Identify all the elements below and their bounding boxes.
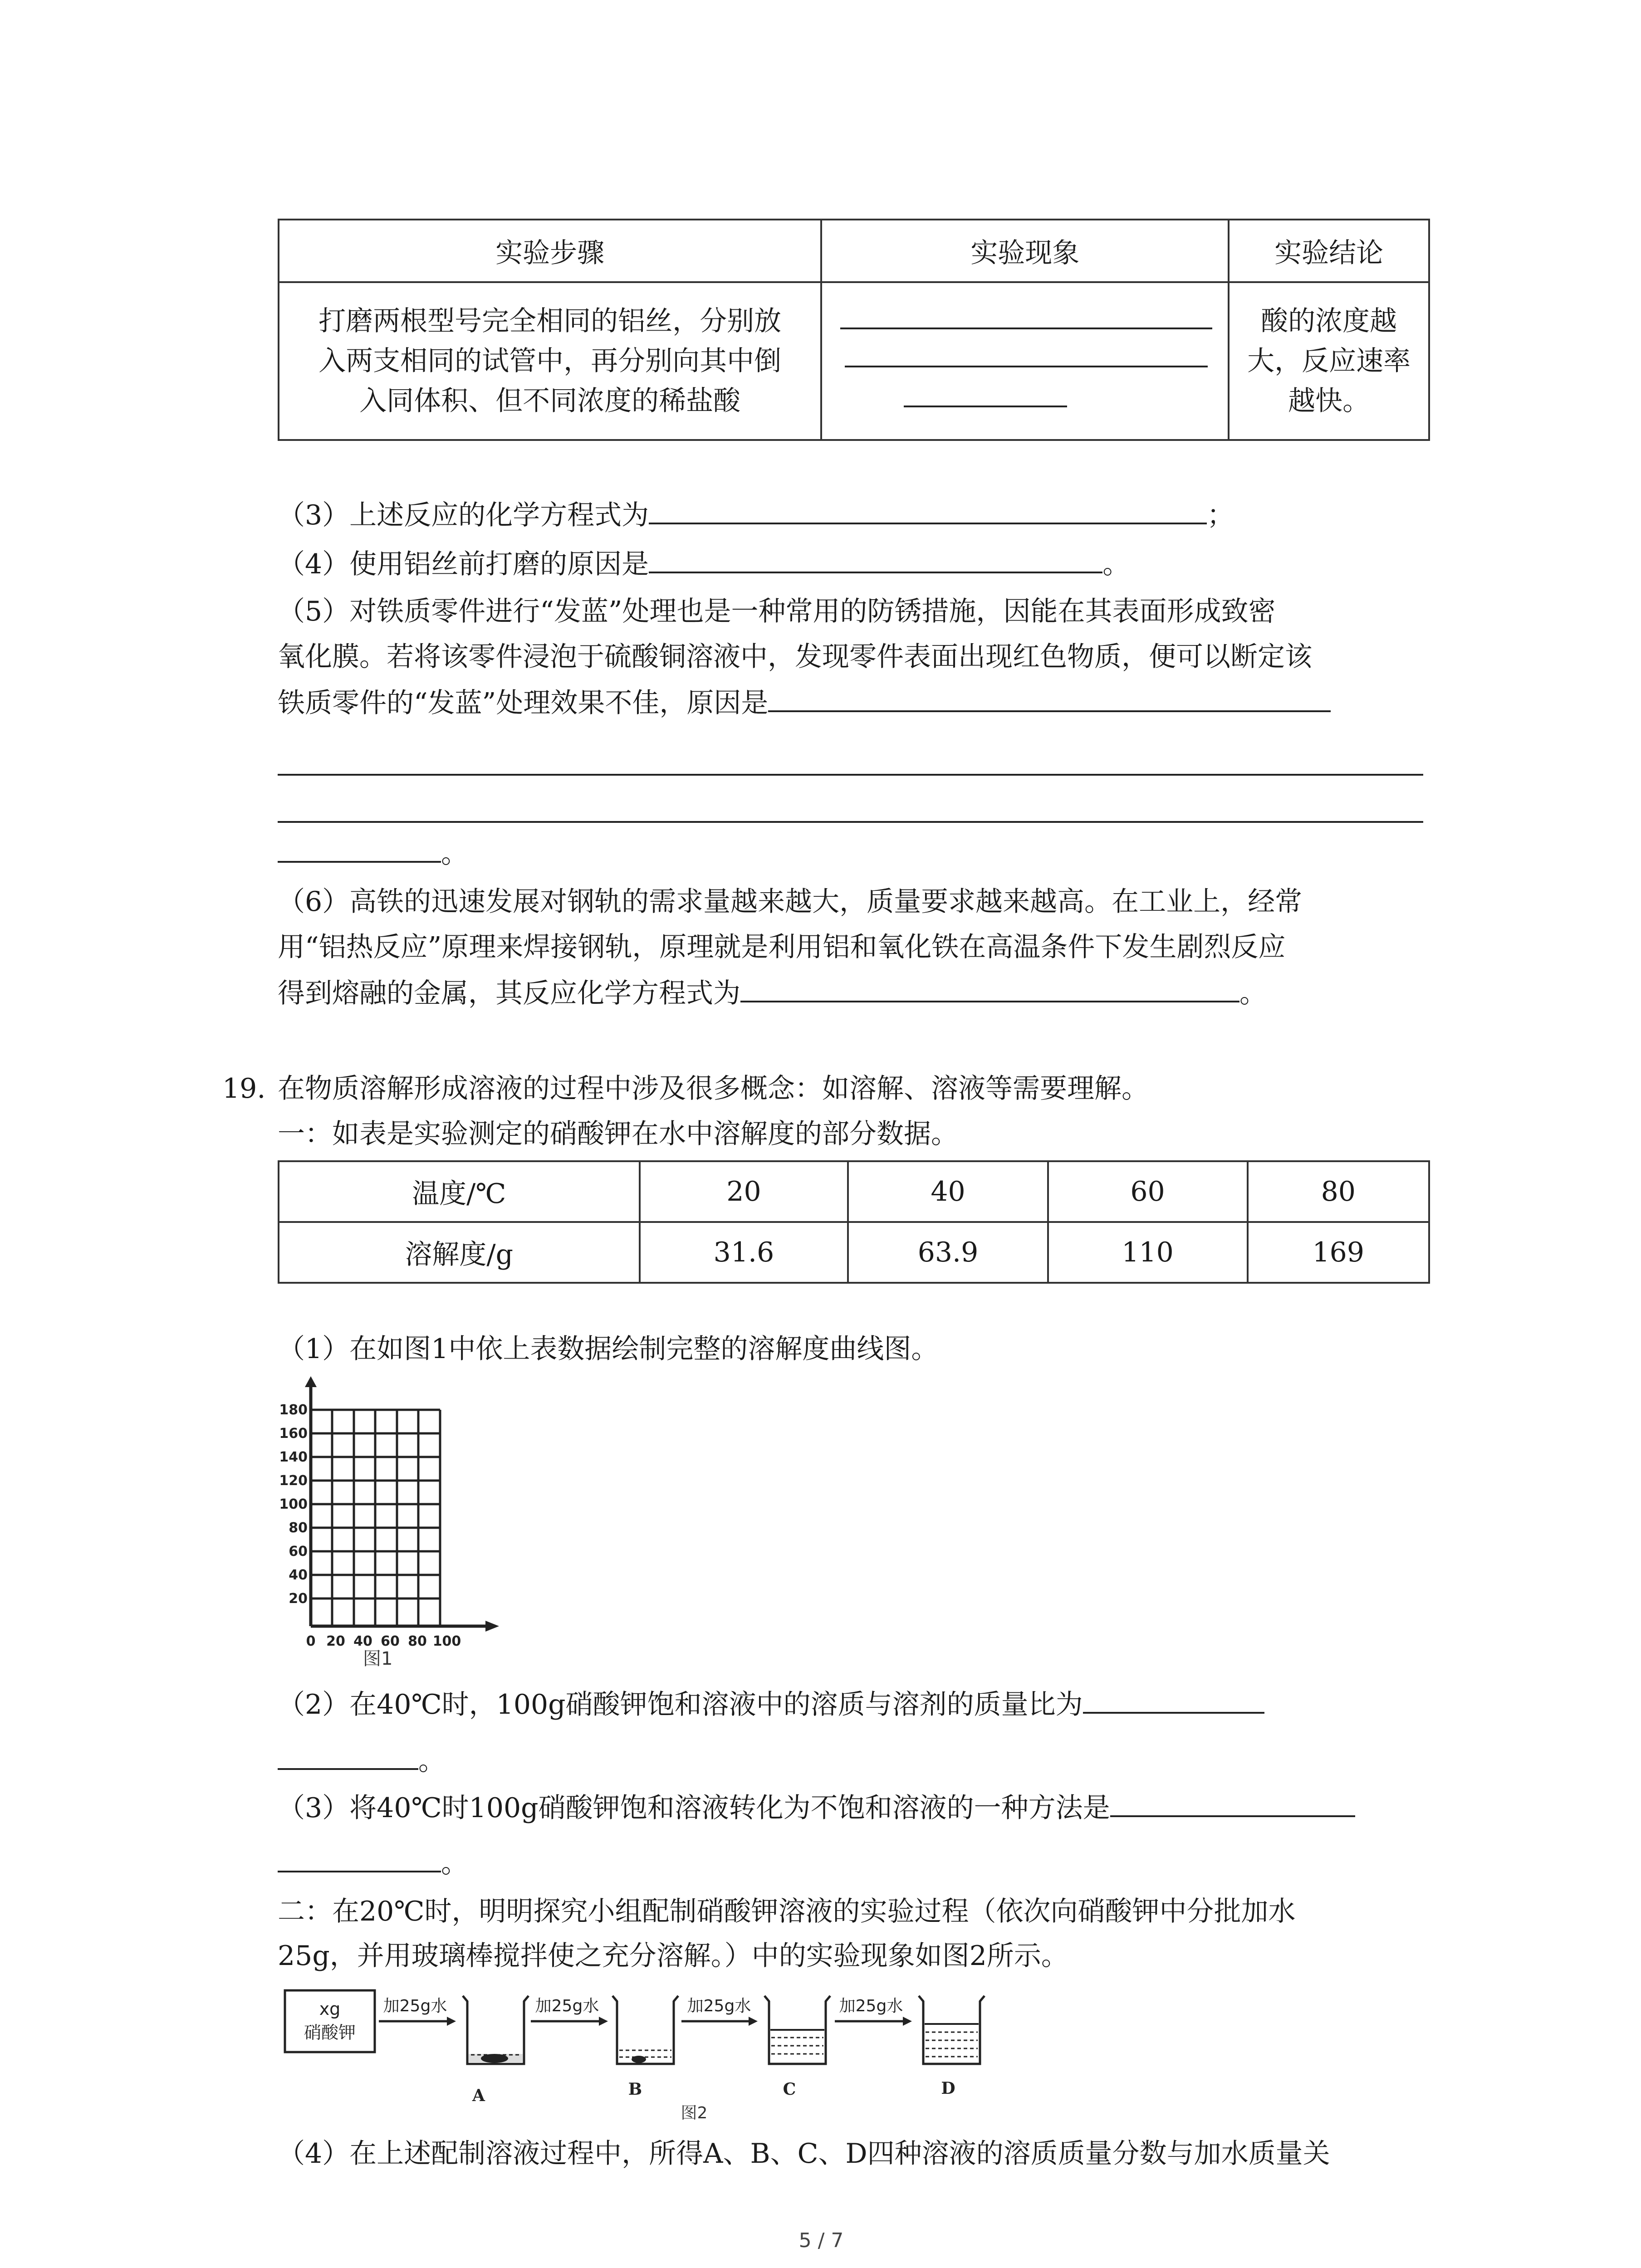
beaker-c: [764, 1996, 830, 2064]
solubility-value: 63.9: [848, 1222, 1048, 1283]
question-19-sub-3-end: 。: [278, 1842, 468, 1885]
y-tick-label: 180: [279, 1402, 308, 1418]
temperature-value: 40: [848, 1161, 1048, 1222]
x-tick-label: 80: [408, 1633, 427, 1649]
x-tick-label: 40: [353, 1633, 372, 1649]
beaker-label: D: [941, 2079, 955, 2098]
phenomenon-cell[interactable]: [821, 282, 1229, 440]
beaker-label: B: [628, 2080, 642, 2099]
question-5-line-3: 铁质零件的“发蓝”处理效果不佳，原因是: [278, 681, 1331, 725]
answer-blank-q5-end[interactable]: [278, 834, 441, 863]
header-steps: 实验步骤: [279, 220, 821, 282]
question-19-part-2-line-2: 25g，并用玻璃棒搅拌使之充分溶解。）中的实验现象如图2所示。: [278, 1940, 1068, 1972]
y-tick-label: 80: [289, 1520, 308, 1536]
y-tick-label: 60: [289, 1544, 308, 1559]
question-19-number: 19.: [222, 1073, 266, 1105]
x-tick-label: 100: [432, 1633, 461, 1649]
experiment-table: [278, 219, 1430, 441]
question-19-sub-4: （4）在上述配制溶液过程中，所得A、B、C、D四种溶液的溶质质量分数与加水质量关: [278, 2138, 1330, 2170]
solubility-value: 169: [1248, 1222, 1429, 1283]
answer-line-q5[interactable]: [278, 774, 1423, 776]
conclusion-line: 酸的浓度越: [1261, 305, 1397, 337]
x-tick-label: 60: [381, 1633, 400, 1649]
question-3: （3）上述反应的化学方程式为 ；: [278, 494, 1234, 537]
conclusion-cell: [1229, 282, 1429, 440]
step-line: 入同体积、但不同浓度的稀盐酸: [359, 385, 741, 417]
figure-1-caption: 图1: [363, 1648, 393, 1669]
arrow-label: 加25g水: [383, 1997, 447, 2015]
conclusion-line: 大，反应速率: [1247, 345, 1411, 377]
beaker-a: [463, 1996, 529, 2064]
question-19-part-1: 一：如表是实验测定的硝酸钾在水中溶解度的部分数据。: [278, 1118, 958, 1150]
y-tick-label: 100: [279, 1496, 308, 1512]
question-19-sub-3: （3）将40℃时100g硝酸钾饱和溶液转化为不饱和溶液的一种方法是: [278, 1786, 1355, 1830]
solubility-value: 31.6: [640, 1222, 848, 1283]
solubility-label: 溶解度/g: [279, 1222, 640, 1283]
arrow-label: 加25g水: [839, 1997, 903, 2015]
answer-blank-q6[interactable]: [740, 973, 1239, 1002]
answer-blank-sub-2[interactable]: [1083, 1685, 1264, 1714]
question-4: （4）使用铝丝前打磨的原因是 。: [278, 543, 1130, 586]
answer-blank-sub-2-end[interactable]: [278, 1741, 418, 1770]
box-substance-label: 硝酸钾: [304, 2023, 356, 2043]
question-19-intro: 在物质溶解形成溶液的过程中涉及很多概念：如溶解、溶液等需要理解。: [278, 1073, 1149, 1105]
answer-blank-q3[interactable]: [649, 495, 1207, 524]
question-19-sub-1: （1）在如图1中依上表数据绘制完整的溶解度曲线图。: [278, 1333, 939, 1365]
step-line: 入两支相同的试管中，再分别向其中倒: [318, 345, 782, 377]
y-tick-label: 160: [279, 1426, 308, 1442]
header-conclusion: 实验结论: [1229, 220, 1429, 282]
y-tick-label: 20: [289, 1591, 308, 1607]
x-tick-label: 20: [326, 1633, 345, 1649]
page-number: 5 / 7: [798, 2229, 844, 2252]
solubility-table: [278, 1160, 1430, 1284]
answer-line-q5[interactable]: [278, 821, 1423, 823]
figure-1-grid[interactable]: [277, 1374, 504, 1665]
figure-2-caption: 图2: [681, 2104, 708, 2122]
beaker-d: [919, 1996, 985, 2064]
question-6-line-3: 得到熔融的金属，其反应化学方程式为 。: [278, 972, 1267, 1015]
question-5-line-1: （5）对铁质零件进行“发蓝”处理也是一种常用的防锈措施，因能在其表面形成致密: [278, 596, 1276, 627]
conclusion-line: 越快。: [1288, 385, 1370, 417]
figure-2: [272, 1982, 1043, 2123]
temperature-label: 温度/℃: [279, 1161, 640, 1222]
answer-blank-q4[interactable]: [649, 544, 1102, 573]
y-tick-label: 140: [279, 1449, 308, 1465]
beaker-label: A: [472, 2086, 485, 2105]
temperature-value: 80: [1248, 1161, 1429, 1222]
question-5-end: 。: [278, 832, 468, 875]
step-line: 打磨两根型号完全相同的铝丝，分别放: [318, 305, 782, 337]
beaker-b: [612, 1996, 678, 2064]
temperature-value: 60: [1048, 1161, 1248, 1222]
header-phenomenon: 实验现象: [821, 220, 1229, 282]
question-6-line-1: （6）高铁的迅速发展对钢轨的需求量越来越大，质量要求越来越高。在工业上，经常: [278, 886, 1303, 918]
question-5-line-2: 氧化膜。若将该零件浸泡于硫酸铜溶液中，发现零件表面出现红色物质，便可以断定该: [278, 641, 1312, 673]
answer-blank-sub-3-end[interactable]: [278, 1843, 441, 1872]
arrow-label: 加25g水: [687, 1997, 751, 2015]
step-cell: [279, 282, 821, 440]
answer-blank-sub-3[interactable]: [1110, 1788, 1355, 1817]
question-19-part-2-line-1: 二：在20℃时，明明探究小组配制硝酸钾溶液的实验过程（依次向硝酸钾中分批加水: [278, 1896, 1296, 1927]
beaker-label: C: [783, 2080, 796, 2099]
x-tick-label: 0: [306, 1633, 316, 1649]
question-6-line-2: 用“铝热反应”原理来焊接钢轨，原理就是利用铝和氧化铁在高温条件下发生剧烈反应: [278, 931, 1286, 963]
box-mass-label: xg: [319, 1999, 341, 2019]
answer-blank-q5[interactable]: [768, 683, 1331, 712]
y-tick-label: 40: [289, 1567, 308, 1583]
question-19-sub-2-end: 。: [278, 1739, 446, 1783]
y-tick-label: 120: [279, 1473, 308, 1489]
temperature-value: 20: [640, 1161, 848, 1222]
question-19-sub-2: （2）在40℃时，100g硝酸钾饱和溶液中的溶质与溶剂的质量比为: [278, 1683, 1264, 1726]
solubility-value: 110: [1048, 1222, 1248, 1283]
arrow-label: 加25g水: [535, 1997, 599, 2015]
